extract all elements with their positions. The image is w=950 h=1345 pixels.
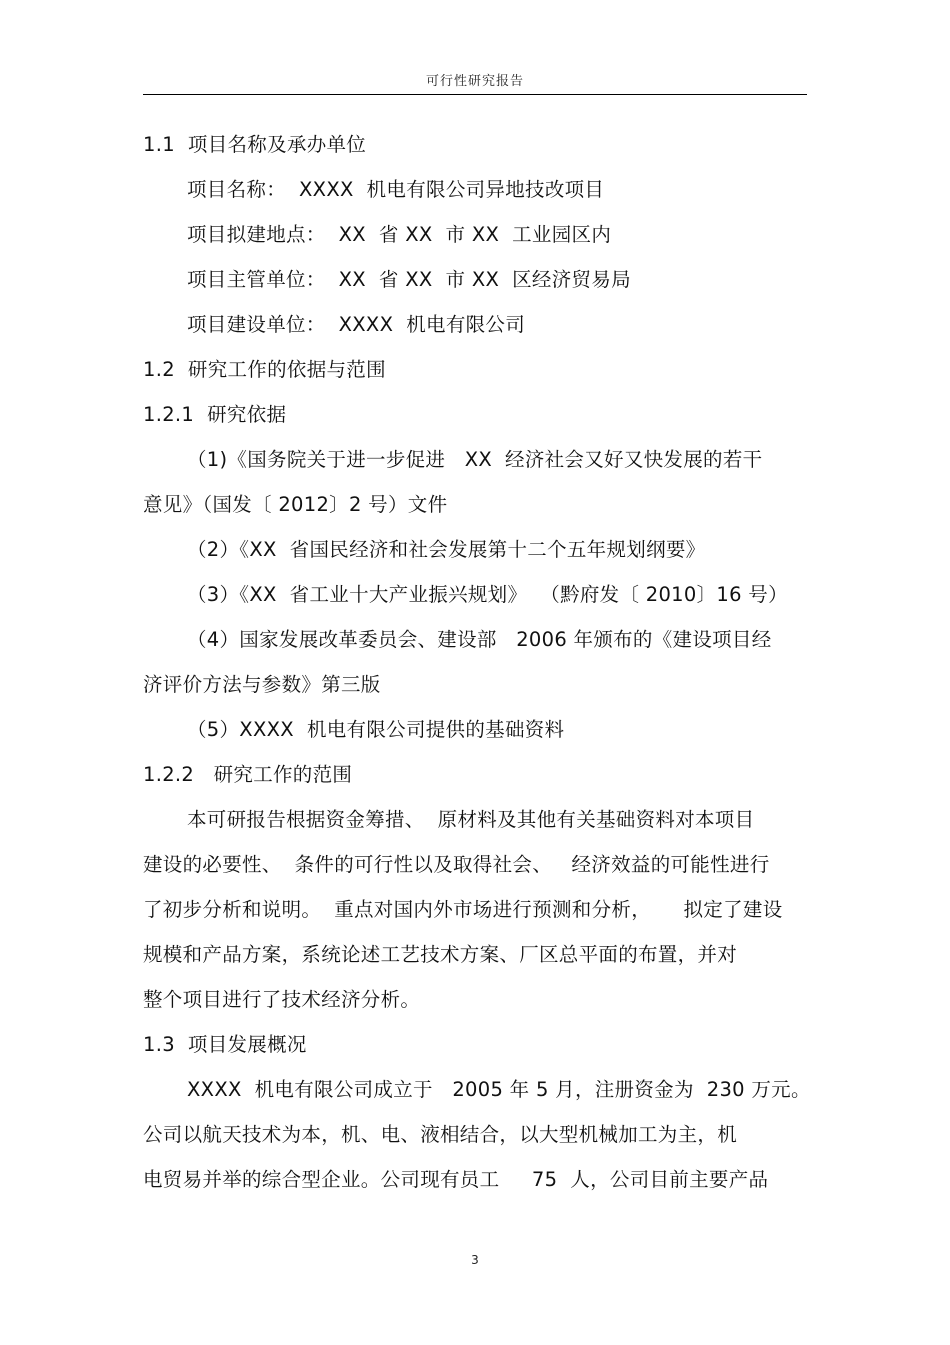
basis-item-1-line-1: （1)《国务院关于进一步促进 XX 经济社会又好又快发展的若干 <box>187 448 763 471</box>
section-heading-1-3: 1.3 项目发展概况 <box>143 1033 307 1056</box>
overview-paragraph-line-3: 电贸易并举的综合型企业。公司现有员工 75 人，公司目前主要产品 <box>143 1168 769 1191</box>
section-heading-1-2-2: 1.2.2 研究工作的范围 <box>143 763 353 786</box>
page-number: 3 <box>471 1253 479 1267</box>
project-name-line: 项目名称： XXXX 机电有限公司异地技改项目 <box>187 178 605 201</box>
overview-paragraph-line-2: 公司以航天技术为本，机、电、液相结合，以大型机械加工为主，机 <box>143 1123 738 1146</box>
scope-paragraph-line-3: 了初步分析和说明。 重点对国内外市场进行预测和分析， 拟定了建设 <box>143 898 783 921</box>
overview-paragraph-line-1: XXXX 机电有限公司成立于 2005 年 5 月，注册资金为 230 万元。 <box>187 1078 811 1101</box>
basis-item-4-line-2: 济评价方法与参数》第三版 <box>143 673 381 696</box>
document-body <box>143 122 811 1202</box>
basis-item-3: （3）《XX 省工业十大产业振兴规划》 （黔府发〔 2010〕16 号） <box>187 583 788 606</box>
basis-item-4-line-1: （4）国家发展改革委员会、建设部 2006 年颁布的《建设项目经 <box>187 628 772 651</box>
scope-paragraph-line-2: 建设的必要性、 条件的可行性以及取得社会、 经济效益的可能性进行 <box>143 853 770 876</box>
scope-paragraph-line-1: 本可研报告根据资金筹措、 原材料及其他有关基础资料对本项目 <box>187 808 755 831</box>
project-location-line: 项目拟建地点： XX 省 XX 市 XX 工业园区内 <box>187 223 612 246</box>
basis-item-1-line-2: 意见》（国发〔 2012〕2 号）文件 <box>143 493 448 516</box>
section-heading-1-2: 1.2 研究工作的依据与范围 <box>143 358 386 381</box>
basis-item-5: （5）XXXX 机电有限公司提供的基础资料 <box>187 718 565 741</box>
project-builder-line: 项目建设单位： XXXX 机电有限公司 <box>187 313 526 336</box>
scope-paragraph-line-4: 规模和产品方案，系统论述工艺技术方案、厂区总平面的布置，并对 <box>143 943 738 966</box>
header-divider <box>143 94 807 95</box>
section-heading-1-2-1: 1.2.1 研究依据 <box>143 403 287 426</box>
section-heading-1-1: 1.1 项目名称及承办单位 <box>143 133 367 156</box>
page-header-title: 可行性研究报告 <box>425 74 524 89</box>
basis-item-2: （2）《XX 省国民经济和社会发展第十二个五年规划纲要》 <box>187 538 706 561</box>
project-authority-line: 项目主管单位： XX 省 XX 市 XX 区经济贸易局 <box>187 268 631 291</box>
scope-paragraph-line-5: 整个项目进行了技术经济分析。 <box>143 988 421 1011</box>
